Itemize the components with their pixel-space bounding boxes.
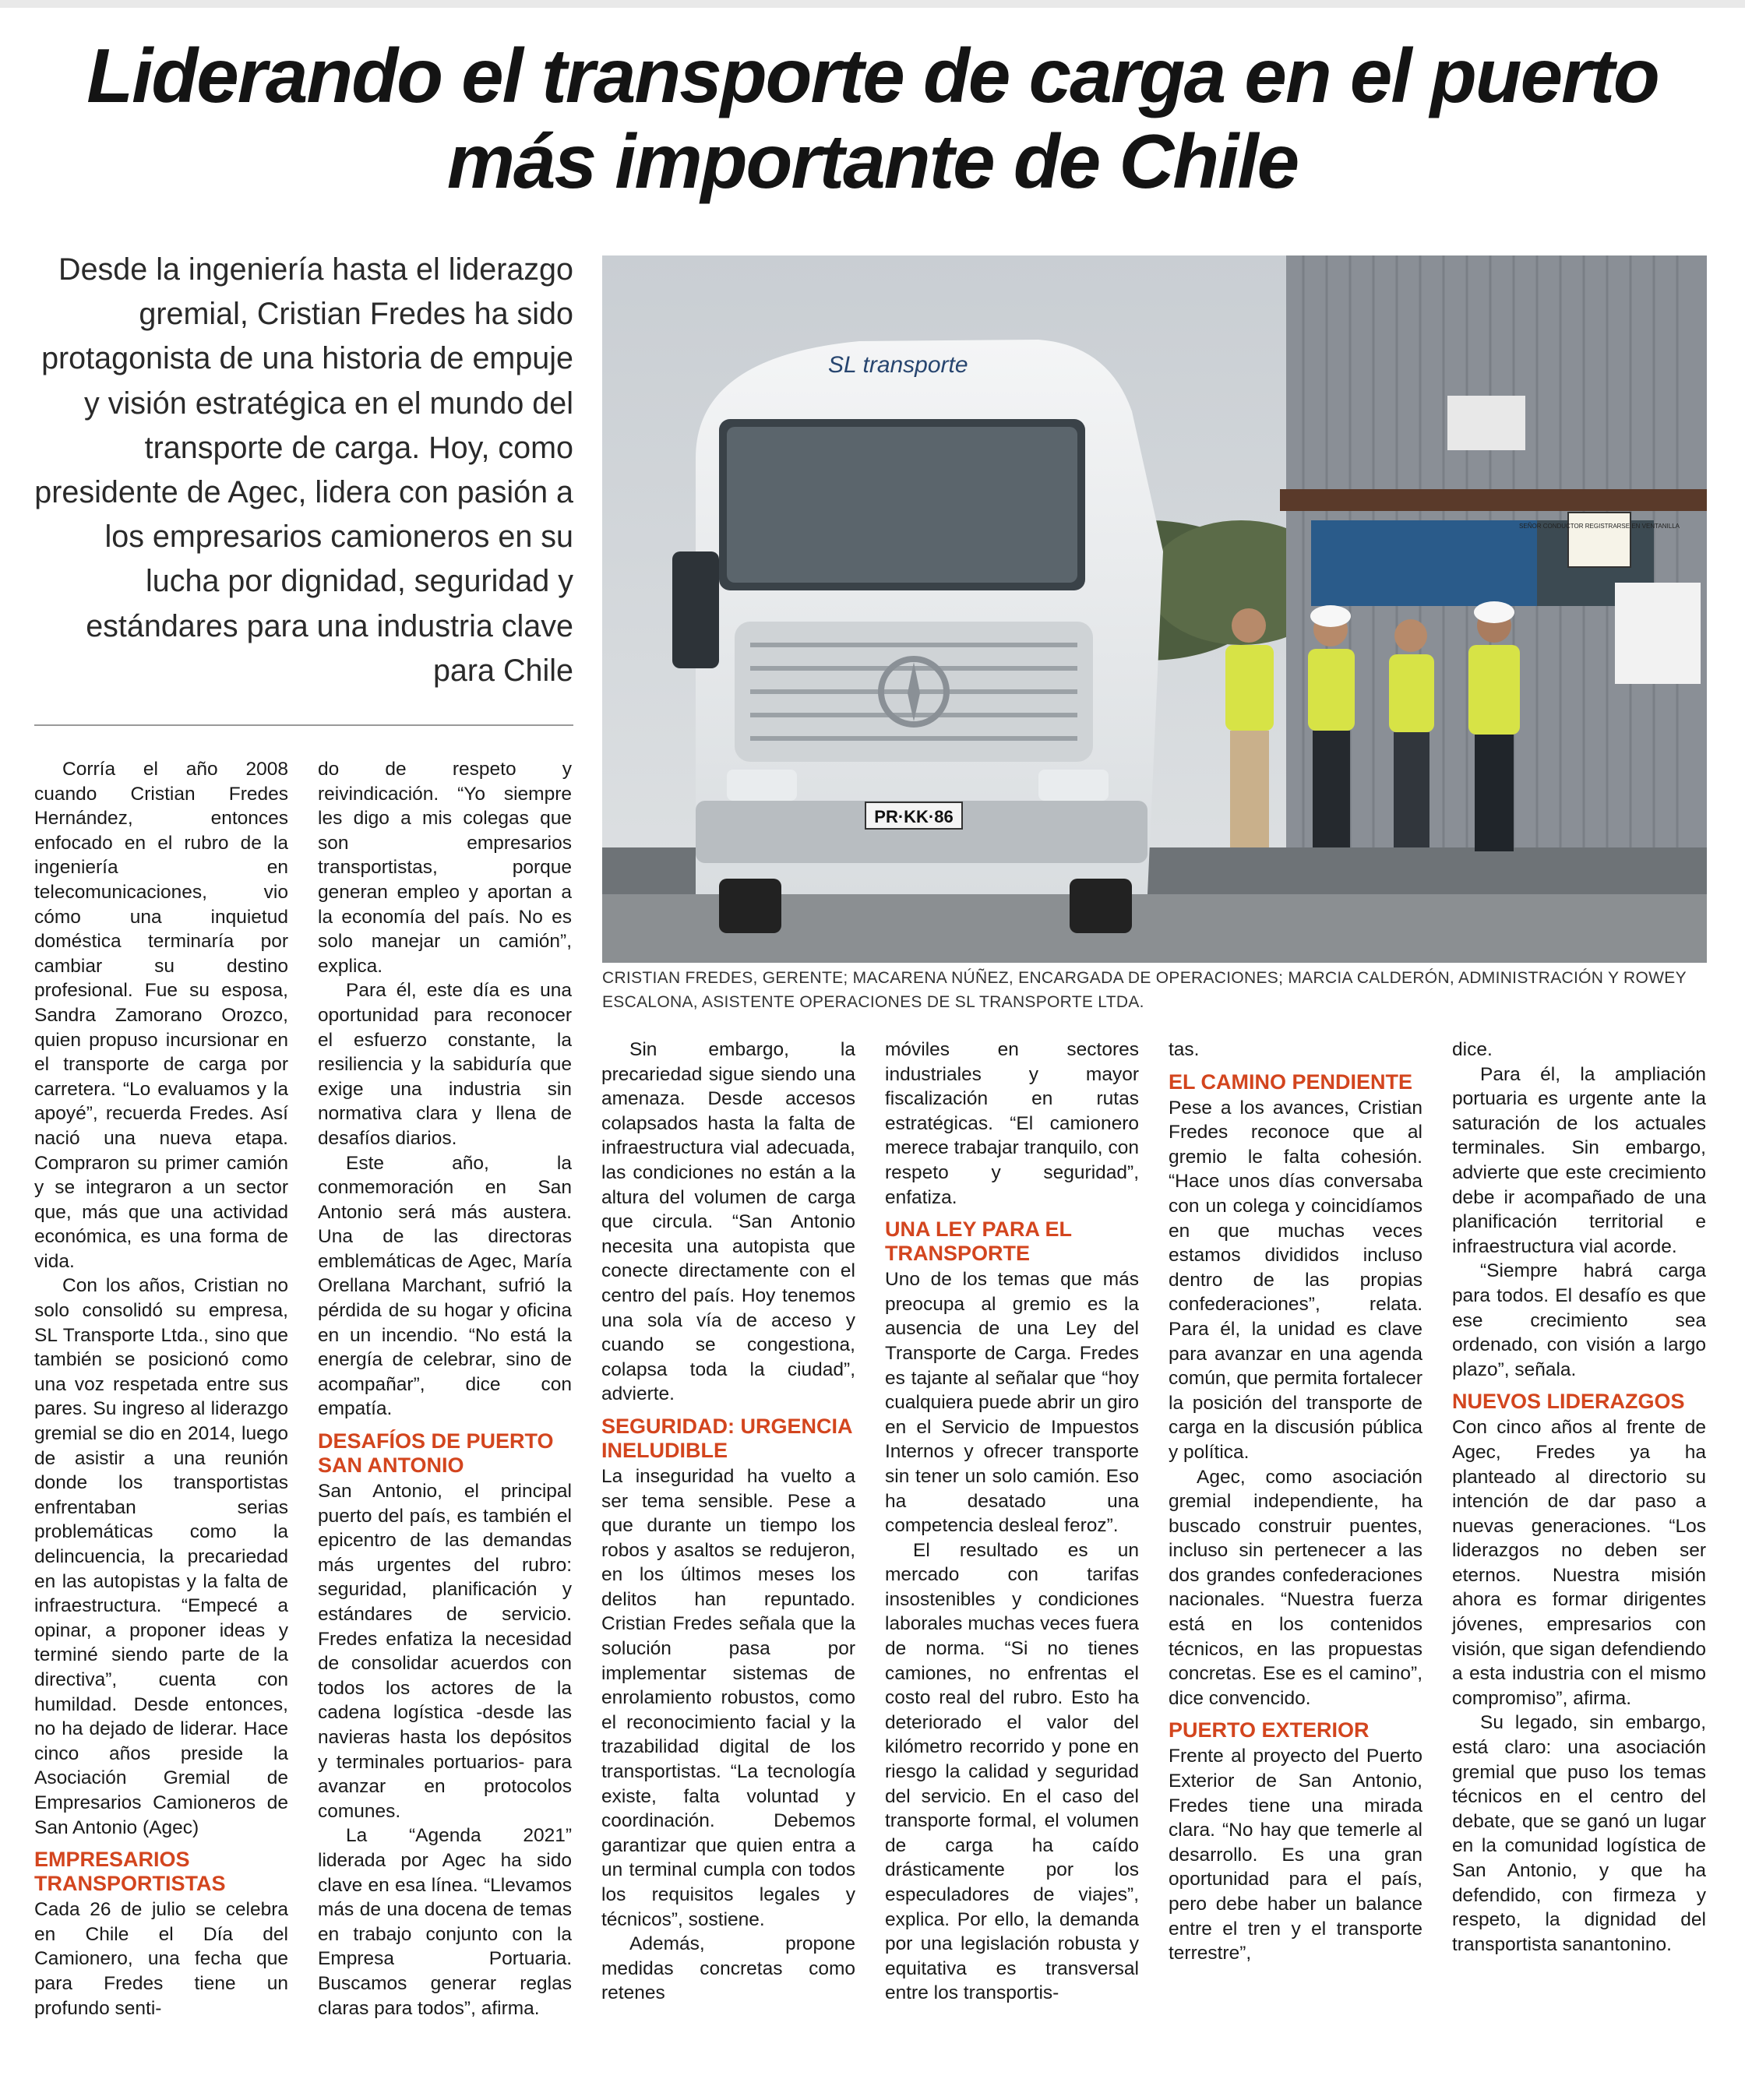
paragraph: Su legado, sin embargo, está claro: una asociación gremial que puso los temas técnicos en el centro del debate, que se ganó un lugar en la comunidad logística de San Antonio, y que ha defendido, con firmeza y respeto, la dignidad del transportista sanantonino. bbox=[1452, 1712, 1706, 1955]
top-rule bbox=[0, 0, 1745, 8]
paragraph: dice. bbox=[1452, 1039, 1493, 1060]
article-column-2 bbox=[318, 757, 572, 2021]
article-column-3 bbox=[601, 1038, 855, 2006]
truck-logo-text: SL transporte bbox=[828, 352, 968, 378]
paragraph: Pese a los avances, Cristian Fredes reconoce que al gremio le falta cohesión. “Hace unos días conversaba con un colega y coincidíamos en que muchas veces estamos divididos incluso dentro de las propias confederaciones”, relata. Para él, la unidad es clave para avanzar en una agenda común, que permita fortalecer la posición del transporte de carga en la discusión pública y política. bbox=[1169, 1097, 1422, 1463]
article-photo bbox=[602, 255, 1707, 963]
paragraph: Para él, la ampliación portuaria es urgente ante la saturación de los actuales terminales. Sin embargo, advierte que este crecimiento debe ir acompañado de una planificación territorial e infraestructura vial acorde. bbox=[1452, 1063, 1706, 1257]
paragraph: móviles en sectores industriales y mayor fiscalización en rutas estratégicas. “El camionero merece trabajar tranquilo, con respeto y seguridad”, enfatiza. bbox=[885, 1039, 1139, 1208]
lede-paragraph: Desde la ingeniería hasta el liderazgo gremial, Cristian Fredes ha sido protagonista de una historia de empuje y visión estratégica en el mundo del transporte de carga. Hoy, como presidente de Agec, lidera con pasión a los empresarios camioneros en su lucha por dignidad, seguridad y estándares para una industria clave para Chile bbox=[34, 252, 573, 688]
paragraph: San Antonio, el principal puerto del país, es también el epicentro de las demandas más urgentes del rubro: seguridad, planificación y estándares de servicio. Fredes enfatiza la necesidad de consolidar acuerdos con todos los actores de la cadena logística -desde las navieras hasta los depósitos y terminales portuarios- para avanzar en protocolos comunes. bbox=[318, 1481, 572, 1822]
paragraph: Uno de los temas que más preocupa al gremio es la ausencia de una Ley del Transporte de Carga. Fredes es tajante al señalar que “hoy cualquiera puede abrir un giro en el Servicio de Impuestos Internos y ofrecer transporte sin tener un solo camión. Eso ha desatado una competencia desleal feroz”. bbox=[885, 1269, 1139, 1537]
paragraph: “Siempre habrá carga para todos. El desafío es que ese crecimiento sea ordenado, con visión a largo plazo”, señala. bbox=[1452, 1260, 1706, 1380]
headline-line-1: Liderando el transporte de carga en el puerto bbox=[86, 33, 1659, 118]
license-plate: PR·KK·86 bbox=[874, 807, 954, 826]
paragraph: Además, propone medidas concretas como retenes bbox=[601, 1933, 855, 2004]
sign-text: SEÑOR CONDUCTOR REGISTRARSE EN VENTANILLA bbox=[1519, 523, 1680, 530]
article-column-1 bbox=[34, 757, 288, 2021]
paragraph: Agec, como asociación gremial independiente, ha buscado construir puentes, incluso sin pertenecer a las dos grandes confederaciones nacionales. “Nuestra fuerza está en los contenidos técnicos, en las propuestas concretas. Ese es el camino”, dice convencido. bbox=[1169, 1466, 1422, 1709]
headline bbox=[31, 33, 1714, 204]
section-heading: EMPRESARIOS TRANSPORTISTAS bbox=[34, 1848, 226, 1896]
paragraph: Sin embargo, la precariedad sigue siendo una amenaza. Desde accesos colapsados hasta la falta de infraestructura vial adecuada, las condiciones no están a la altura del volumen de carga que circula. “San Antonio necesita una autopista que conecte directamente con el centro del país. Hoy tenemos una sola vía de acceso y cuando se congestiona, colapsa toda la ciudad”, advierte. bbox=[601, 1039, 855, 1405]
paragraph: El resultado es un mercado con tarifas insostenibles y condiciones laborales muchas veces fuera de norma. “Si no tienes camiones, no enfrentas el costo real del rubro. Esto ha deteriorado el valor del kilómetro recorrido y pone en riesgo la calidad y seguridad del servicio. En el caso del transporte formal, el volumen de carga ha caído drásticamente por los especuladores de viajes”, explica. Por ello, la demanda por una legislación robusta y equitativa es transversal entre los transportis- bbox=[885, 1539, 1139, 2004]
paragraph: Frente al proyecto del Puerto Exterior de San Antonio, Fredes tiene una mirada clara. “No hay que temerle al desarrollo. Es una gran oportunidad para el país, pero debe haber un balance entre el tren y el transporte terrestre”, bbox=[1169, 1746, 1422, 1964]
paragraph: La “Agenda 2021” liderada por Agec ha sido clave en esa línea. “Llevamos más de una docena de temas en trabajo conjunto con la Empresa Portuaria. Buscamos generar reglas claras para todos”, afirma. bbox=[318, 1825, 572, 2019]
section-heading: DESAFÍOS DE PUERTO SAN ANTONIO bbox=[318, 1429, 554, 1478]
paragraph: tas. bbox=[1169, 1039, 1200, 1060]
paragraph: Con los años, Cristian no solo consolidó su empresa, SL Transporte Ltda., sino que también se posicionó como una voz respetada entre sus pares. Su ingreso al liderazgo gremial se dio en 2014, luego de asistir a una reunión donde los transportistas enfrentaban serias problemáticas como la delincuencia, la precariedad en las autopistas y la falta de infraestructura. “Empecé a opinar, a proponer ideas y terminé siendo parte de la directiva”, cuenta con humildad. Desde entonces, no ha dejado de liderar. Hace cinco años preside la Asociación Gremial de Empresarios Camioneros de San Antonio (Agec) bbox=[34, 1275, 288, 1838]
paragraph: La inseguridad ha vuelto a ser tema sensible. Pese a que durante un tiempo los robos y asaltos se redujeron, en los últimos meses los delitos han repuntado. Cristian Fredes señala que la solución pasa por implementar sistemas de enrolamiento robustos, como el reconocimiento facial y la trazabilidad digital de los transportistas. “La tecnología existe, falta voluntad y coordinación. Debemos garantizar que quien entra a un terminal cumpla con todos los requisitos legales y técnicos”, sostiene. bbox=[601, 1465, 855, 1930]
article-column-6 bbox=[1452, 1038, 1706, 1957]
section-heading: PUERTO EXTERIOR bbox=[1169, 1718, 1370, 1742]
headline-line-2: más importante de Chile bbox=[446, 118, 1299, 204]
paragraph: do de respeto y reivindicación. “Yo siempre les digo a mis colegas que son empresarios transportistas, porque generan empleo y aportan a la economía del país. No es solo manejar un camión”, explica. bbox=[318, 759, 572, 977]
section-heading: EL CAMINO PENDIENTE bbox=[1169, 1069, 1413, 1094]
paragraph: Corría el año 2008 cuando Cristian Fredes Hernández, entonces enfocado en el rubro de la ingeniería en telecomunicaciones, vio cómo una inquietud doméstica terminaría por cambiar su destino profesional. Fue su esposa, Sandra Zamorano Orozco, quien propuso incursionar en el transporte de carga por carretera. “Lo evaluamos y la apoyé”, recuerda Fredes. Así nació una nueva etapa. Compraron su primer camión y se integraron a un sector que, más que una actividad económica, es una forma de vida. bbox=[34, 759, 288, 1272]
paragraph: Con cinco años al frente de Agec, Fredes ya ha planteado al directorio su intención de dar paso a nuevas generaciones. “Los liderazgos no deben ser eternos. Nuestra misión ahora es formar dirigentes jóvenes, empresarios con visión, que sigan defendiendo a esta industria con el mismo compromiso”, afirma. bbox=[1452, 1417, 1706, 1709]
paragraph: Cada 26 de julio se celebra en Chile el Día del Camionero, una fecha que para Fredes tiene un profundo senti- bbox=[34, 1899, 288, 2019]
photo-caption: CRISTIAN FREDES, GERENTE; MACARENA NÚÑEZ, ENCARGADA DE OPERACIONES; MARCIA CALDERÓN, ADMINISTRACIÓN Y ROWEY ESCALONA, ASISTENTE OPERACIONES DE SL TRANSPORTE LTDA. bbox=[602, 969, 1687, 1011]
article-column-5 bbox=[1169, 1038, 1422, 1966]
section-heading: SEGURIDAD: URGENCIA INELUDIBLE bbox=[601, 1414, 852, 1462]
article-column-4 bbox=[885, 1038, 1139, 2006]
paragraph: Este año, la conmemoración en San Antonio será más austera. Una de las directoras emblemáticas de Agec, María Orellana Marchant, sufrió la pérdida de su hogar y oficina en un incendio. “No está la energía de celebrar, sino de acompañar”, dice con empatía. bbox=[318, 1152, 572, 1420]
lede-divider bbox=[34, 724, 573, 726]
paragraph: Para él, este día es una oportunidad para reconocer el esfuerzo constante, la resiliencia y la sabiduría que exige una industria sin normativa clara y llena de desafíos diarios. bbox=[318, 980, 572, 1149]
section-heading: UNA LEY PARA EL TRANSPORTE bbox=[885, 1217, 1072, 1266]
section-heading: NUEVOS LIDERAZGOS bbox=[1452, 1390, 1685, 1414]
